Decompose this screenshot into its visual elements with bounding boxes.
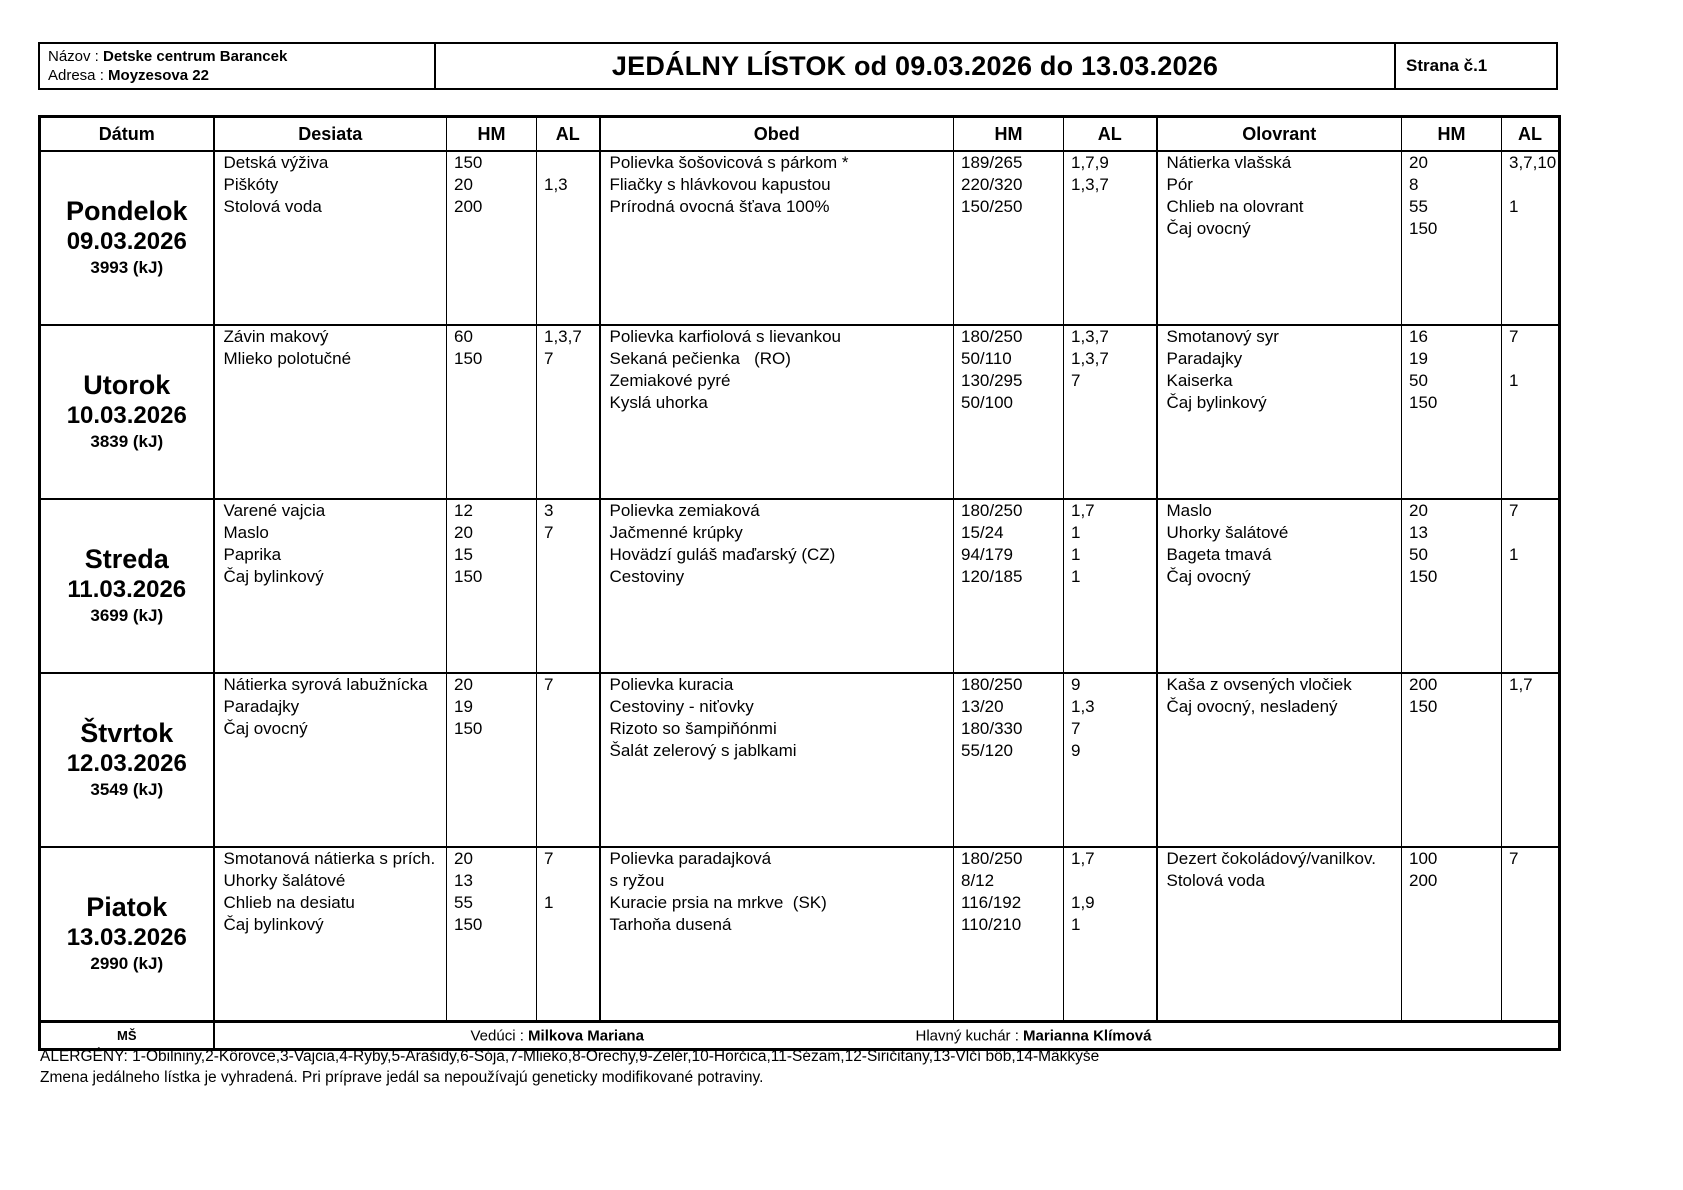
menu-item-name: Čaj bylinkový (223, 915, 324, 934)
olovrant-hm-cell (1402, 847, 1502, 1022)
menu-item-name: Polievka šošovicová s párkom * (609, 153, 849, 172)
column-header-datum: Dátum (40, 117, 214, 152)
menu-item-name: Uhorky šalátové (1166, 523, 1289, 542)
menu-item-name: Smotanový syr (1166, 327, 1279, 346)
manager-name: Milkova Mariana (528, 1027, 644, 1044)
disclaimer-note: Zmena jedálneho lístka je vyhradená. Pri príprave jedál sa nepoužívajú geneticky modifikované potraviny. (40, 1069, 764, 1086)
olovrant-al-cell (1502, 325, 1560, 499)
hm-value: 150/250 (961, 197, 1023, 216)
date-cell (40, 847, 214, 1022)
obed-items-cell (600, 847, 954, 1022)
al-value: 1 (544, 893, 554, 912)
date-stack (41, 500, 213, 628)
al-value (1502, 870, 1558, 892)
page-title: JEDÁLNY LÍSTOK od 09.03.2026 do 13.03.2026 (611, 50, 1219, 81)
al-value: 7 (1071, 371, 1081, 390)
olovrant-hm-cell (1402, 151, 1502, 325)
olovrant-hm-cell (1402, 499, 1502, 673)
al-value: 7 (544, 523, 554, 542)
menu-item-name: Prírodná ovocná šťava 100% (609, 197, 830, 216)
al-value: 1,3 (1071, 697, 1095, 716)
olovrant-items-cell (1157, 847, 1402, 1022)
menu-item-name: Uhorky šalátové (223, 871, 346, 890)
day-date: 09.03.2026 (66, 228, 187, 255)
hm-value: 150 (454, 153, 483, 172)
hm-value: 15 (454, 545, 473, 564)
hm-value: 13 (1409, 523, 1428, 542)
menu-item-name: Čaj ovocný (1166, 219, 1251, 238)
hm-value: 94/179 (961, 545, 1013, 564)
hm-value: 180/250 (961, 675, 1023, 694)
day-energy: 3549 (kJ) (90, 780, 164, 799)
menu-item-name: Tarhoňa dusená (609, 915, 732, 934)
chef-name: Marianna Klímová (1023, 1027, 1152, 1044)
obed-al-cell (1064, 673, 1157, 847)
address-label: Adresa : (48, 67, 109, 84)
al-value: 1,3,7 (544, 327, 582, 346)
desiata-items-cell (214, 325, 447, 499)
name-label: Názov : (48, 48, 104, 65)
obed-hm-cell (954, 847, 1064, 1022)
olovrant-al-cell (1502, 847, 1560, 1022)
al-value: 3 (544, 501, 554, 520)
date-stack (41, 674, 213, 802)
date-cell (40, 499, 214, 673)
footnotes (40, 1046, 1099, 1088)
menu-item-name: Šalát zelerový s jablkami (609, 741, 797, 760)
obed-items-cell (600, 499, 954, 673)
menu-item-name: Čaj ovocný (1166, 567, 1251, 586)
menu-item-name: Čaj bylinkový (223, 567, 324, 586)
obed-al-cell (1064, 499, 1157, 673)
day-date: 13.03.2026 (66, 924, 187, 951)
hm-value: 50 (1409, 545, 1428, 564)
al-value: 1,3,7 (1071, 327, 1109, 346)
day-name: Piatok (86, 892, 168, 922)
hm-value: 19 (454, 697, 473, 716)
menu-item-name: Kyslá uhorka (609, 393, 708, 412)
menu-item-name: Nátierka vlašská (1166, 153, 1292, 172)
menu-item-name: Polievka zemiaková (609, 501, 760, 520)
al-value: 1 (1509, 371, 1519, 390)
al-value (1064, 392, 1156, 414)
date-stack (41, 848, 213, 976)
menu-item-name: Piškóty (223, 175, 279, 194)
menu-table-body (40, 151, 1560, 1022)
menu-item-name: Kuracie prsia na mrkve (SK) (609, 893, 827, 912)
olovrant-items-cell (1157, 499, 1402, 673)
hm-value: 220/320 (961, 175, 1023, 194)
hm-value: 50/110 (961, 349, 1012, 368)
al-value (1502, 218, 1558, 240)
al-value (537, 870, 599, 892)
menu-item-name: Mlieko polotučné (223, 349, 352, 368)
hm-value: 110/210 (961, 915, 1022, 934)
hm-value: 55 (1409, 197, 1428, 216)
day-name: Streda (84, 544, 169, 574)
day-row-stvrtok (40, 673, 1560, 847)
desiata-al-cell (537, 499, 600, 673)
hm-value: 13/20 (961, 697, 1004, 716)
menu-item-name: Maslo (1166, 501, 1212, 520)
hm-value: 180/250 (961, 327, 1023, 346)
menu-item-name: Kaša z ovsených vločiek (1166, 675, 1352, 694)
al-value: 1,7 (1071, 501, 1095, 520)
menu-item-name: Čaj ovocný, nesladený (1166, 697, 1338, 716)
hm-value: 20 (454, 675, 473, 694)
al-value: 1,7 (1509, 675, 1533, 694)
olovrant-items-cell (1157, 325, 1402, 499)
menu-item-name: Polievka kuracia (609, 675, 734, 694)
column-header-obed: Obed (600, 117, 954, 152)
menu-item-name: Stolová voda (1166, 871, 1265, 890)
menu-item-name: Dezert čokoládový/vanilkov. (1166, 849, 1376, 868)
al-value (1502, 566, 1558, 588)
desiata-al-cell (537, 151, 600, 325)
column-header-hm-1: HM (447, 117, 537, 152)
hm-value: 55 (454, 893, 473, 912)
desiata-items-cell (214, 847, 447, 1022)
column-header-hm-3: HM (1402, 117, 1502, 152)
obed-hm-cell (954, 151, 1064, 325)
al-value: 1 (1071, 567, 1081, 586)
al-value (1502, 348, 1558, 370)
al-value: 1,7,9 (1071, 153, 1109, 172)
hm-value: 150 (1409, 219, 1438, 238)
day-name: Utorok (83, 370, 171, 400)
date-stack (41, 326, 213, 454)
day-energy: 3699 (kJ) (90, 606, 164, 625)
day-row-piatok (40, 847, 1560, 1022)
desiata-hm-cell (447, 151, 537, 325)
day-name: Štvrtok (80, 718, 174, 748)
al-value: 7 (544, 349, 554, 368)
al-value: 3,7,10 (1509, 153, 1557, 172)
obed-al-cell (1064, 151, 1157, 325)
table-header (40, 117, 1560, 152)
al-value: 7 (1509, 327, 1519, 346)
hm-value: 15/24 (961, 523, 1004, 542)
hm-value: 13 (454, 871, 473, 890)
day-row-pondelok (40, 151, 1560, 325)
al-value: 1 (1509, 545, 1519, 564)
desiata-items-cell (214, 151, 447, 325)
menu-item-name: Smotanová nátierka s prích. (223, 849, 436, 868)
al-value: 1 (1071, 523, 1081, 542)
obed-items-cell (600, 325, 954, 499)
document-header (38, 42, 1558, 90)
obed-hm-cell (954, 499, 1064, 673)
menu-item-name: Sekaná pečienka (RO) (609, 349, 791, 368)
al-value: 7 (544, 675, 554, 694)
date-cell (40, 325, 214, 499)
menu-item-name: Nátierka syrová labužnícka (223, 675, 428, 694)
organization-address-line (48, 66, 426, 85)
hm-value: 8 (1409, 175, 1419, 194)
desiata-al-cell (537, 673, 600, 847)
hm-value: 60 (454, 327, 473, 346)
al-value: 1,3 (544, 175, 568, 194)
obed-items-cell (600, 151, 954, 325)
al-value (537, 152, 599, 174)
al-value: 1 (1071, 545, 1081, 564)
olovrant-hm-cell (1402, 673, 1502, 847)
hm-value: 200 (1409, 871, 1438, 890)
menu-item-name: Kaiserka (1166, 371, 1233, 390)
chef-label: Hlavný kuchár : (915, 1027, 1024, 1044)
al-value (537, 718, 599, 740)
desiata-items-cell (214, 499, 447, 673)
hm-value: 189/265 (961, 153, 1023, 172)
hm-value: 50 (1409, 371, 1428, 390)
hm-value: 150 (1409, 393, 1438, 412)
header-row (40, 117, 1560, 152)
olovrant-al-cell (1502, 151, 1560, 325)
desiata-hm-cell (447, 499, 537, 673)
day-row-utorok (40, 325, 1560, 499)
al-value: 1,3,7 (1071, 175, 1109, 194)
column-header-olovrant: Olovrant (1157, 117, 1402, 152)
al-value (537, 566, 599, 588)
hm-value: 20 (1409, 153, 1428, 172)
hm-value: 100 (1409, 849, 1438, 868)
column-header-hm-2: HM (954, 117, 1064, 152)
al-value (537, 196, 599, 218)
column-header-al-2: AL (1064, 117, 1157, 152)
day-date: 10.03.2026 (66, 402, 187, 429)
obed-items-cell (600, 673, 954, 847)
al-value: 9 (1071, 741, 1081, 760)
menu-item-name: Jačmenné krúpky (609, 523, 743, 542)
al-value: 7 (544, 849, 554, 868)
hm-value: 12 (454, 501, 473, 520)
hm-value: 180/250 (961, 849, 1023, 868)
day-name: Pondelok (65, 196, 188, 226)
olovrant-al-cell (1502, 673, 1560, 847)
menu-item-name: Polievka paradajková (609, 849, 772, 868)
hm-value: 130/295 (961, 371, 1023, 390)
menu-item-name: Zemiakové pyré (609, 371, 731, 390)
al-value (1502, 522, 1558, 544)
al-value (537, 914, 599, 936)
menu-item-name: Fliačky s hlávkovou kapustou (609, 175, 831, 194)
al-value (1064, 196, 1156, 218)
al-value: 7 (1071, 719, 1081, 738)
day-energy: 2990 (kJ) (90, 954, 164, 973)
menu-item-name: Chlieb na olovrant (1166, 197, 1304, 216)
column-header-al-1: AL (537, 117, 600, 152)
desiata-items-cell (214, 673, 447, 847)
al-value (1064, 870, 1156, 892)
desiata-al-cell (537, 325, 600, 499)
al-value: 1,7 (1071, 849, 1095, 868)
allergens-note: ALERGÉNY: 1-Obilniny,2-Kôrovce,3-Vajcia,4-Ryby,5-Arašidy,6-Sója,7-Mlieko,8-Orechy,9-Zelér,10-Horčica,11-Sézam,12-Siričitany,13-Vlčí bôb,14-Mäkkýše (40, 1048, 1100, 1065)
menu-item-name: Paradajky (1166, 349, 1243, 368)
desiata-hm-cell (447, 847, 537, 1022)
hm-value: 116/192 (961, 893, 1022, 912)
hm-value: 200 (454, 197, 483, 216)
day-date: 11.03.2026 (67, 576, 187, 603)
hm-value: 150 (1409, 567, 1438, 586)
obed-hm-cell (954, 673, 1064, 847)
hm-value: 19 (1409, 349, 1428, 368)
al-value (1502, 392, 1558, 414)
day-energy: 3839 (kJ) (90, 432, 164, 451)
al-value (537, 544, 599, 566)
hm-value: 150 (1409, 697, 1438, 716)
menu-item-name: Stolová voda (223, 197, 322, 216)
organization-info (40, 44, 436, 88)
school-type-label: MŠ (40, 1022, 214, 1050)
al-value: 7 (1509, 501, 1519, 520)
olovrant-items-cell (1157, 151, 1402, 325)
hm-value: 150 (454, 567, 483, 586)
menu-item-name: Cestoviny - niťovky (609, 697, 754, 716)
menu-item-name: Paprika (223, 545, 282, 564)
hm-value: 150 (454, 349, 483, 368)
al-value: 1 (1071, 915, 1081, 934)
desiata-hm-cell (447, 673, 537, 847)
menu-item-name: Polievka karfiolová s lievankou (609, 327, 842, 346)
day-energy: 3993 (kJ) (90, 258, 164, 277)
hm-value: 50/100 (961, 393, 1013, 412)
hm-value: 200 (1409, 675, 1438, 694)
menu-item-name: Rizoto so šampiňónmi (609, 719, 777, 738)
manager-label: Vedúci : (470, 1027, 529, 1044)
al-value: 1,3,7 (1071, 349, 1109, 368)
al-value: 1,9 (1071, 893, 1095, 912)
page-number: Strana č.1 (1394, 44, 1556, 88)
menu-item-name: Cestoviny (609, 567, 685, 586)
olovrant-items-cell (1157, 673, 1402, 847)
al-value: 9 (1071, 675, 1081, 694)
hm-value: 8/12 (961, 871, 995, 890)
hm-value: 150 (454, 719, 483, 738)
menu-item-name: Detská výživa (223, 153, 329, 172)
al-value: 7 (1509, 849, 1519, 868)
hm-value: 20 (454, 523, 473, 542)
menu-table (38, 115, 1561, 1051)
menu-item-name: Maslo (223, 523, 269, 542)
menu-item-name: Závin makový (223, 327, 329, 346)
desiata-hm-cell (447, 325, 537, 499)
al-value (537, 696, 599, 718)
day-date: 12.03.2026 (66, 750, 187, 777)
al-value: 1 (1509, 197, 1519, 216)
address-value: Moyzesova 22 (108, 67, 209, 84)
obed-al-cell (1064, 325, 1157, 499)
olovrant-al-cell (1502, 499, 1560, 673)
hm-value: 20 (454, 849, 473, 868)
desiata-al-cell (537, 847, 600, 1022)
chef-entry (916, 1027, 1152, 1044)
menu-item-name: Pór (1166, 175, 1193, 194)
hm-value: 120/185 (961, 567, 1023, 586)
hm-value: 180/330 (961, 719, 1023, 738)
menu-item-name: s ryžou (609, 871, 665, 890)
menu-item-name: Paradajky (223, 697, 300, 716)
date-cell (40, 151, 214, 325)
menu-item-name: Chlieb na desiatu (223, 893, 355, 912)
hm-value: 20 (454, 175, 473, 194)
day-row-streda (40, 499, 1560, 673)
name-value: Detske centrum Barancek (103, 48, 288, 65)
column-header-al-3: AL (1502, 117, 1560, 152)
menu-item-name: Bageta tmavá (1166, 545, 1272, 564)
obed-al-cell (1064, 847, 1157, 1022)
menu-item-name: Varené vajcia (223, 501, 326, 520)
al-value (1502, 696, 1558, 718)
obed-hm-cell (954, 325, 1064, 499)
olovrant-hm-cell (1402, 325, 1502, 499)
date-stack (41, 152, 213, 280)
hm-value: 16 (1409, 327, 1428, 346)
organization-name-line (48, 47, 426, 66)
column-header-desiata: Desiata (214, 117, 447, 152)
hm-value: 150 (454, 915, 483, 934)
hm-value: 180/250 (961, 501, 1023, 520)
hm-value: 55/120 (961, 741, 1013, 760)
al-value (1502, 174, 1558, 196)
menu-item-name: Čaj bylinkový (1166, 393, 1267, 412)
menu-item-name: Čaj ovocný (223, 719, 308, 738)
date-cell (40, 673, 214, 847)
manager-entry (471, 1027, 644, 1044)
menu-item-name: Hovädzí guláš maďarský (CZ) (609, 545, 836, 564)
hm-value: 20 (1409, 501, 1428, 520)
